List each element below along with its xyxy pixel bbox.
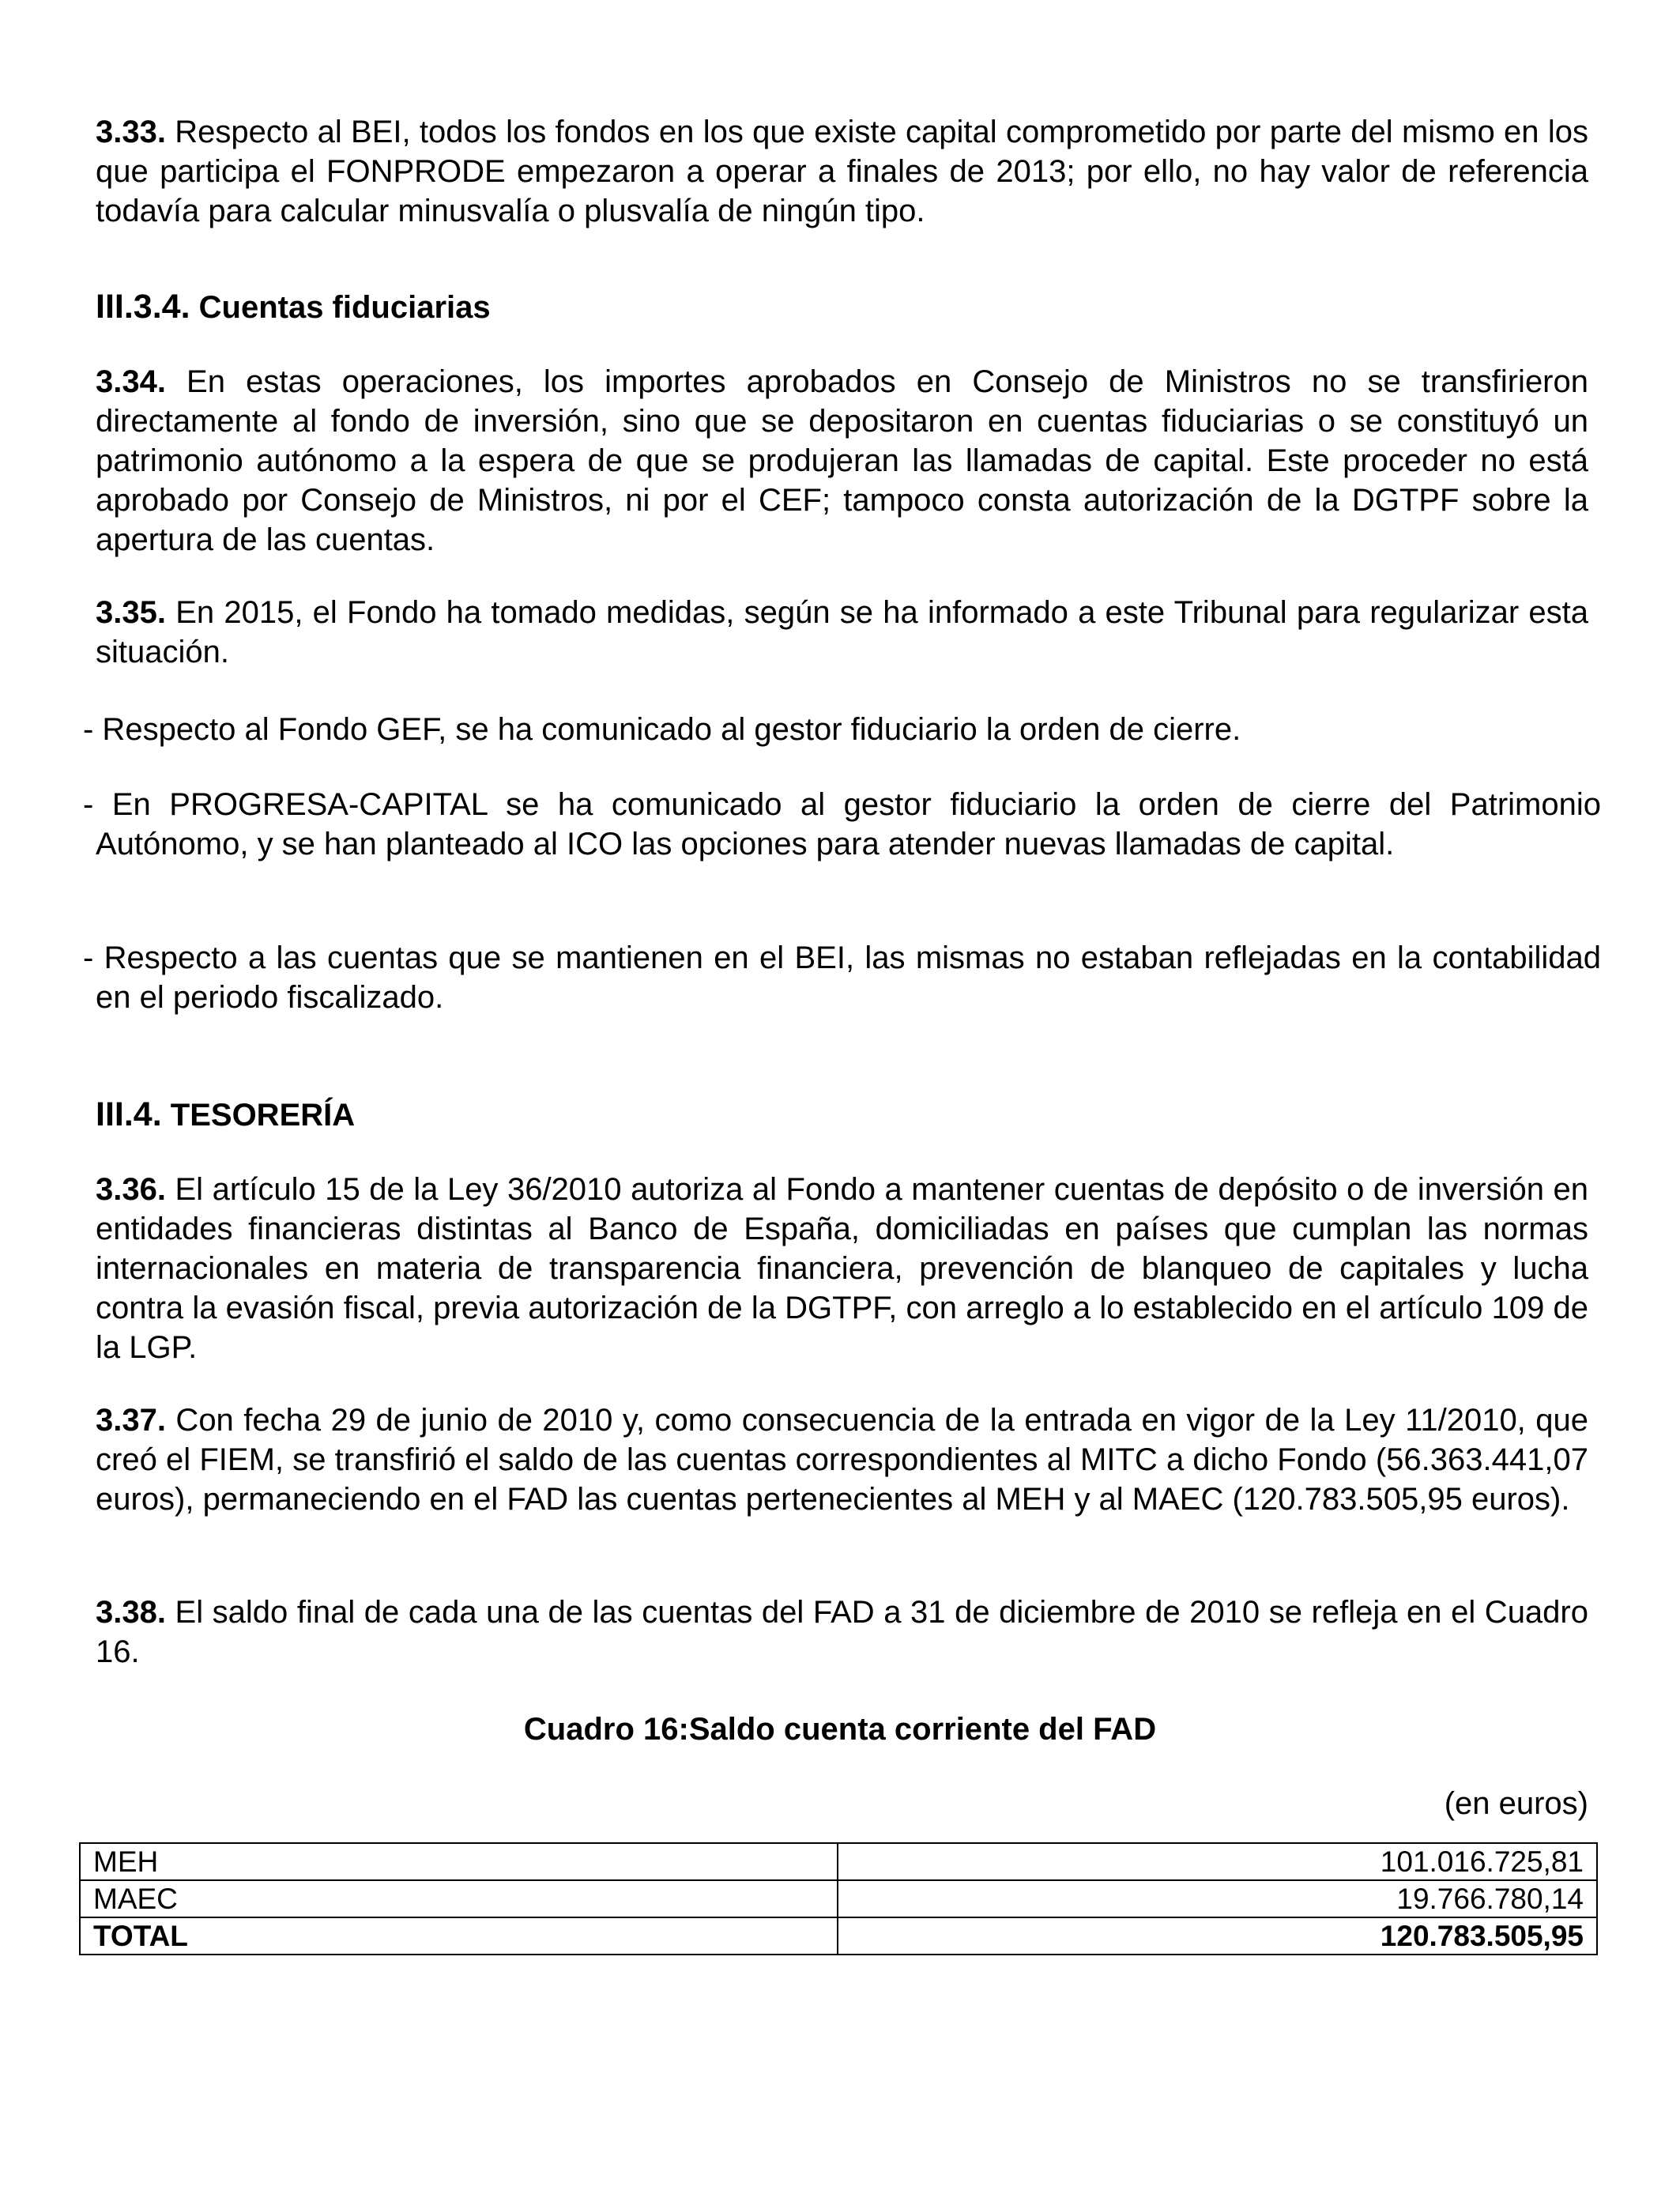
paragraph-text: Respecto al BEI, todos los fondos en los que existe capital comprometido por parte del mismo en los que participa el FONPRODE empezaron a operar a finales de 2013; por ello, no hay valor de referencia todavía para calcular minusvalía o plusvalía de ningún tipo.: [96, 115, 1588, 228]
row-value: 19.766.780,14: [838, 1880, 1597, 1917]
row-value: 101.016.725,81: [838, 1843, 1597, 1880]
paragraph-number: 3.38.: [96, 1595, 166, 1630]
table-row: [80, 1880, 1597, 1917]
bullet-item-bei: - Respecto a las cuentas que se mantienen en el BEI, las mismas no estaban reflejadas en la contabilidad en el periodo fiscalizado.: [83, 941, 1601, 1015]
paragraph-text: Con fecha 29 de junio de 2010 y, como consecuencia de la entrada en vigor de la Ley 11/2010, que creó el FIEM, se transfirió el saldo de las cuentas correspondientes al MITC a dicho Fondo (56.363.441,07 euros), permaneciendo en el FAD las cuentas pertenecientes al MEH y al MAEC (120.783.505,95 euros).: [96, 1403, 1588, 1517]
paragraph-number: 3.36.: [96, 1172, 166, 1207]
paragraph-3-34: [96, 362, 1588, 560]
paragraph-number: 3.35.: [96, 595, 166, 630]
balance-table: [79, 1842, 1598, 1955]
row-label: MEH: [80, 1843, 838, 1880]
heading-number: III.4.: [96, 1095, 162, 1133]
paragraph-3-33: [96, 112, 1588, 231]
row-value: 120.783.505,95: [838, 1917, 1597, 1955]
paragraph-number: 3.34.: [96, 364, 166, 399]
paragraph-number: 3.37.: [96, 1403, 166, 1438]
table-units: (en euros): [1444, 1786, 1588, 1821]
table-row: [80, 1843, 1597, 1880]
row-label: MAEC: [80, 1880, 838, 1917]
row-label: TOTAL: [80, 1917, 838, 1955]
heading-text: TESORERÍA: [161, 1098, 356, 1133]
table-title: Cuadro 16:Saldo cuenta corriente del FAD: [523, 1712, 1157, 1747]
section-heading-tesoreria: [96, 1095, 355, 1135]
paragraph-text: En 2015, el Fondo ha tomado medidas, según se ha informado a este Tribunal para regularizar esta situación.: [96, 595, 1588, 669]
paragraph-text: El saldo final de cada una de las cuentas del FAD a 31 de diciembre de 2010 se refleja en el Cuadro 16.: [96, 1595, 1588, 1669]
paragraph-3-38: [96, 1593, 1588, 1672]
bullet-item-gef: - Respecto al Fondo GEF, se ha comunicado al gestor fiduciario la orden de cierre.: [83, 712, 1241, 747]
paragraph-3-35: [96, 593, 1588, 672]
paragraph-3-36: [96, 1170, 1588, 1367]
bullet-item-progresa-capital: - En PROGRESA-CAPITAL se ha comunicado al gestor fiduciario la orden de cierre del Patrimonio Autónomo, y se han planteado al ICO las opciones para atender nuevas llamadas de capital.: [83, 787, 1601, 861]
paragraph-number: 3.33.: [96, 115, 166, 149]
section-heading-cuentas-fiduciarias: [96, 287, 491, 327]
paragraph-text: En estas operaciones, los importes aprobados en Consejo de Ministros no se transfirieron directamente al fondo de inversión, sino que se depositaron en cuentas fiduciarias o se constituyó un patrimonio autónomo a la espera de que se produjeran las llamadas de capital. Este proceder no está aprobado por Consejo de Ministros, ni por el CEF; tampoco consta autorización de la DGTPF sobre la apertura de las cuentas.: [96, 364, 1588, 557]
paragraph-3-37: [96, 1400, 1588, 1519]
heading-number: III.3.4.: [96, 288, 190, 326]
heading-text: Cuentas fiduciarias: [190, 290, 491, 325]
table-row-total: [80, 1917, 1597, 1955]
paragraph-text: El artículo 15 de la Ley 36/2010 autoriza al Fondo a mantener cuentas de depósito o de inversión en entidades financieras distintas al Banco de España, domiciliadas en países que cumplan las normas internacionales en materia de transparencia financiera, prevención de blanqueo de capitales y lucha contra la evasión fiscal, previa autorización de la DGTPF, con arreglo a lo establecido en el artículo 109 de la LGP.: [96, 1172, 1588, 1365]
